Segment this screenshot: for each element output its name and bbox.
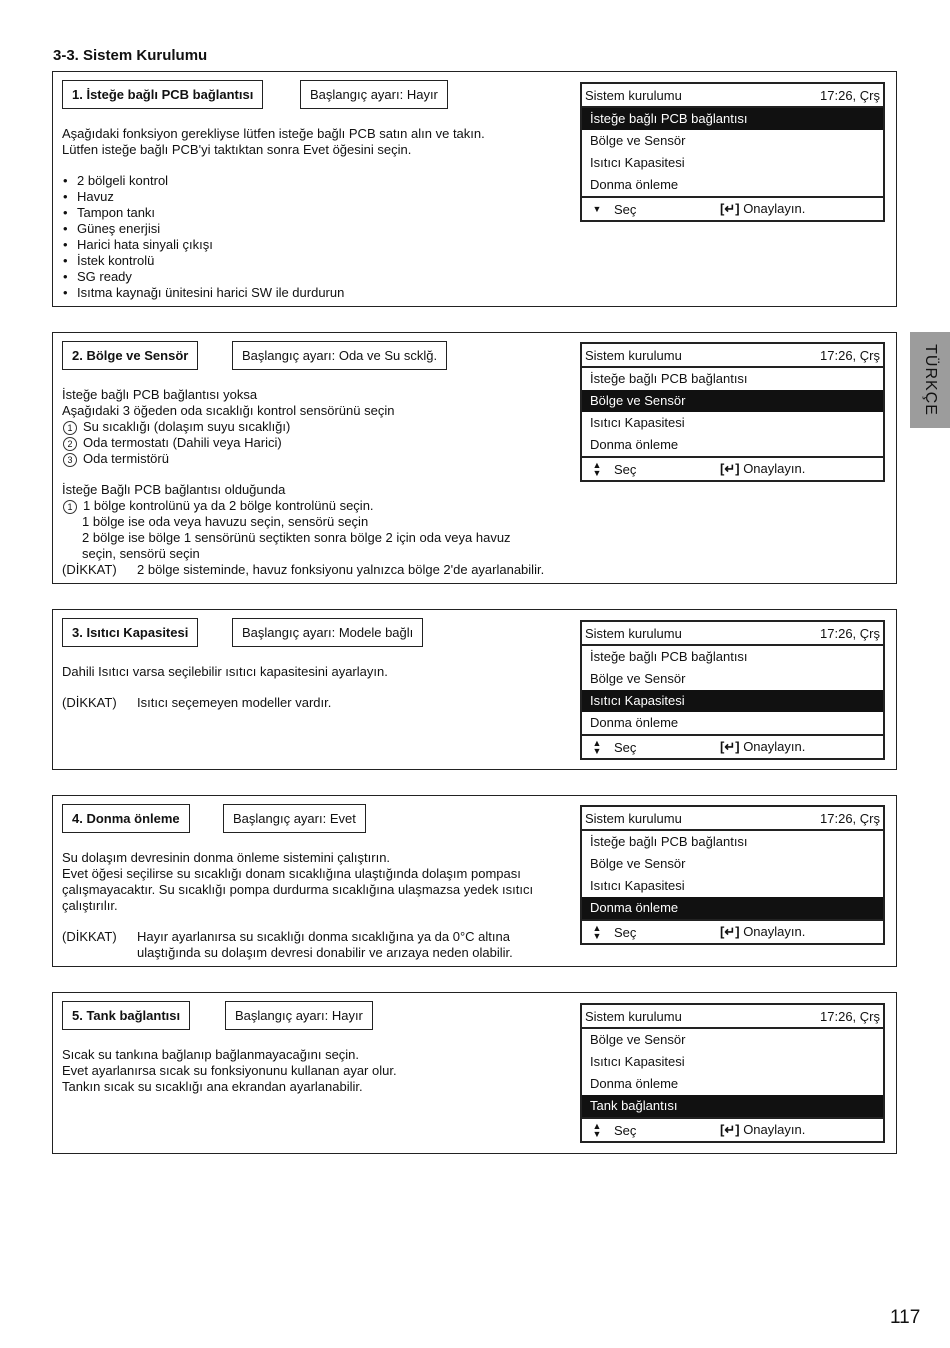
caution-note-continued: ulaştığında su dolaşım devresi donabilir ve arızaya neden olabilir. xyxy=(137,945,513,960)
lcd-screen xyxy=(580,620,885,760)
lcd-screen xyxy=(580,1003,885,1143)
list-item: • Havuz xyxy=(63,189,114,204)
lcd-select-label: Seç xyxy=(614,461,637,477)
lcd-footer xyxy=(582,734,883,758)
up-down-arrow-icon: ▲ ▼ xyxy=(592,460,602,478)
page-number: 117 xyxy=(890,1307,921,1328)
paragraph: İsteğe Bağlı PCB bağlantısı olduğunda xyxy=(62,482,286,497)
caution-note: (DİKKAT) Hayır ayarlanırsa su sıcaklığı donma sıcaklığına ya da 0°C altına xyxy=(62,929,510,944)
default-setting: Başlangıç ayarı: Hayır xyxy=(300,80,448,109)
lcd-confirm xyxy=(720,739,805,755)
lcd-screen xyxy=(580,82,885,222)
enter-icon: [↵] xyxy=(720,1122,740,1137)
lcd-select-label: Seç xyxy=(614,1122,637,1138)
lcd-screen xyxy=(580,805,885,945)
section-title: 4. Donma önleme xyxy=(62,804,190,833)
section-optional-pcb xyxy=(52,71,897,307)
lcd-header xyxy=(582,1005,883,1029)
section-zone-sensor xyxy=(52,332,897,584)
section-title: 1. İsteğe bağlı PCB bağlantısı xyxy=(62,80,263,109)
lcd-select-label: Seç xyxy=(614,924,637,940)
lcd-header xyxy=(582,84,883,108)
paragraph: 1 bölge ise oda veya havuzu seçin, sensörü seçin xyxy=(82,514,369,529)
paragraph: Evet ayarlanırsa sıcak su fonksiyonunu kullanan ayar olur. xyxy=(62,1063,397,1078)
paragraph: Sıcak su tankına bağlanıp bağlanmayacağını seçin. xyxy=(62,1047,360,1062)
lcd-select-label: Seç xyxy=(614,739,637,755)
lcd-menu-item[interactable]: Donma önleme xyxy=(590,715,679,730)
enter-icon: [↵] xyxy=(720,461,740,476)
lcd-header xyxy=(582,344,883,368)
paragraph: Tankın sıcak su sıcaklığı ana ekrandan ayarlanabilir. xyxy=(62,1079,363,1094)
lcd-confirm-label: Onaylayın. xyxy=(743,739,806,754)
section-heater-capacity xyxy=(52,609,897,770)
lcd-confirm xyxy=(720,1122,805,1138)
section-body xyxy=(62,126,572,301)
section-title: 3. Isıtıcı Kapasitesi xyxy=(62,618,198,647)
paragraph: 2 bölge ise bölge 1 sensörünü seçtikten sonra bölge 2 için oda veya havuz xyxy=(82,530,511,545)
caution-note: (DİKKAT) 2 bölge sisteminde, havuz fonksiyonu yalnızca bölge 2'de ayarlanabilir. xyxy=(62,562,545,577)
lcd-select-label: Seç xyxy=(614,201,637,217)
paragraph: çalışmayacaktır. Su sıcaklığı pompa durdurma sıcaklığına ulaşmazsa yedek ısıtıcı xyxy=(62,882,534,897)
lcd-footer xyxy=(582,456,883,480)
lcd-confirm-label: Onaylayın. xyxy=(743,924,806,939)
up-down-arrow-icon: ▲ ▼ xyxy=(592,923,602,941)
option-item: 3 Oda termistörü xyxy=(62,451,622,467)
lcd-menu-item[interactable]: Bölge ve Sensör xyxy=(590,133,686,148)
section-body xyxy=(62,850,572,961)
option-item: 1 1 bölge kontrolünü ya da 2 bölge kontrolünü seçin. xyxy=(62,498,622,514)
lcd-title: Sistem kurulumu xyxy=(585,625,682,641)
section-freeze-protection xyxy=(52,795,897,967)
lcd-menu-item[interactable]: Bölge ve Sensör xyxy=(582,390,883,412)
caution-note: (DİKKAT) Isıtıcı seçemeyen modeller vardır. xyxy=(62,695,332,710)
section-tank-connection xyxy=(52,992,897,1154)
paragraph: Su dolaşım devresinin donma önleme sistemini çalıştırın. xyxy=(62,850,391,865)
list-item: • SG ready xyxy=(63,269,132,284)
lcd-footer xyxy=(582,196,883,220)
paragraph: Evet öğesi seçilirse su sıcaklığı donam sıcaklığına ulaştığında dolaşım pompası xyxy=(62,866,521,881)
lcd-time: 17:26, Çrş xyxy=(820,87,880,103)
language-tab xyxy=(910,332,950,428)
list-item: • Isıtma kaynağı ünitesini harici SW ile durdurun xyxy=(63,285,345,300)
lcd-menu-item[interactable]: Donma önleme xyxy=(590,177,679,192)
enter-icon: [↵] xyxy=(720,739,740,754)
lcd-confirm-label: Onaylayın. xyxy=(743,1122,806,1137)
up-down-arrow-icon: ▲ ▼ xyxy=(592,738,602,756)
lcd-confirm-label: Onaylayın. xyxy=(743,201,806,216)
lcd-menu-item[interactable]: İsteğe bağlı PCB bağlantısı xyxy=(590,649,748,664)
lcd-confirm xyxy=(720,924,805,940)
default-setting: Başlangıç ayarı: Oda ve Su scklğ. xyxy=(232,341,447,370)
lcd-time: 17:26, Çrş xyxy=(820,347,880,363)
page-heading: 3-3. Sistem Kurulumu xyxy=(53,47,208,64)
lcd-menu-item[interactable]: Bölge ve Sensör xyxy=(590,671,686,686)
up-down-arrow-icon: ▲ ▼ xyxy=(592,1121,602,1139)
lcd-menu-item[interactable]: Isıtıcı Kapasitesi xyxy=(590,155,685,170)
paragraph: seçin, sensörü seçin xyxy=(82,546,200,561)
paragraph: Dahili Isıtıcı varsa seçilebilir ısıtıcı kapasitesini ayarlayın. xyxy=(62,664,388,679)
lcd-footer xyxy=(582,919,883,943)
lcd-confirm xyxy=(720,461,805,477)
list-item: • Harici hata sinyali çıkışı xyxy=(63,237,213,252)
lcd-time: 17:26, Çrş xyxy=(820,810,880,826)
section-body xyxy=(62,1047,572,1095)
lcd-time: 17:26, Çrş xyxy=(820,1008,880,1024)
lcd-menu-item[interactable]: Bölge ve Sensör xyxy=(590,1032,686,1047)
enter-icon: [↵] xyxy=(720,924,740,939)
lcd-menu-item[interactable]: Donma önleme xyxy=(590,1076,679,1091)
up-down-arrow-icon: ▼ xyxy=(592,204,602,214)
list-item: • Tampon tankı xyxy=(63,205,156,220)
default-setting: Başlangıç ayarı: Modele bağlı xyxy=(232,618,423,647)
section-title: 2. Bölge ve Sensör xyxy=(62,341,198,370)
default-setting: Başlangıç ayarı: Hayır xyxy=(225,1001,373,1030)
lcd-title: Sistem kurulumu xyxy=(585,810,682,826)
section-body xyxy=(62,664,572,711)
lcd-screen xyxy=(580,342,885,482)
lcd-time: 17:26, Çrş xyxy=(820,625,880,641)
default-setting: Başlangıç ayarı: Evet xyxy=(223,804,366,833)
lcd-header xyxy=(582,622,883,646)
paragraph: çalıştırılır. xyxy=(62,898,118,913)
lcd-footer xyxy=(582,1117,883,1141)
paragraph: İsteğe bağlı PCB bağlantısı yoksa xyxy=(62,387,258,402)
lcd-header xyxy=(582,807,883,831)
option-item: 1 Su sıcaklığı (dolaşım suyu sıcaklığı) xyxy=(62,419,622,435)
paragraph: Aşağıdaki 3 öğeden oda sıcaklığı kontrol sensörünü seçin xyxy=(62,403,395,418)
section-body xyxy=(62,387,622,578)
lcd-menu-item[interactable]: İsteğe bağlı PCB bağlantısı xyxy=(590,834,748,849)
list-item: • 2 bölgeli kontrol xyxy=(63,173,169,188)
lcd-menu-item[interactable]: Isıtıcı Kapasitesi xyxy=(590,415,685,430)
lcd-menu-item[interactable]: Tank bağlantısı xyxy=(582,1095,883,1117)
paragraph: Lütfen isteğe bağlı PCB'yi taktıktan sonra Evet öğesini seçin. xyxy=(62,142,412,157)
lcd-menu-item[interactable]: Donma önleme xyxy=(582,897,883,919)
lcd-title: Sistem kurulumu xyxy=(585,1008,682,1024)
lcd-title: Sistem kurulumu xyxy=(585,87,682,103)
lcd-confirm xyxy=(720,201,805,217)
lcd-menu-item[interactable]: Bölge ve Sensör xyxy=(590,856,686,871)
option-item: 2 Oda termostatı (Dahili veya Harici) xyxy=(62,435,622,451)
lcd-menu-item[interactable]: Donma önleme xyxy=(590,437,679,452)
lcd-menu-item[interactable]: İsteğe bağlı PCB bağlantısı xyxy=(582,108,883,130)
lcd-confirm-label: Onaylayın. xyxy=(743,461,806,476)
language-tab-label: TÜRKÇE xyxy=(922,344,939,416)
lcd-menu-item[interactable]: İsteğe bağlı PCB bağlantısı xyxy=(590,371,748,386)
list-item: • İstek kontrolü xyxy=(63,253,155,268)
function-list xyxy=(62,173,572,301)
section-title: 5. Tank bağlantısı xyxy=(62,1001,190,1030)
list-item: • Güneş enerjisi xyxy=(63,221,161,236)
paragraph: Aşağıdaki fonksiyon gerekliyse lütfen isteğe bağlı PCB satın alın ve takın. xyxy=(62,126,485,141)
lcd-menu-item[interactable]: Isıtıcı Kapasitesi xyxy=(590,878,685,893)
lcd-menu-item[interactable]: Isıtıcı Kapasitesi xyxy=(590,1054,685,1069)
enter-icon: [↵] xyxy=(720,201,740,216)
lcd-menu-item[interactable]: Isıtıcı Kapasitesi xyxy=(582,690,883,712)
lcd-title: Sistem kurulumu xyxy=(585,347,682,363)
